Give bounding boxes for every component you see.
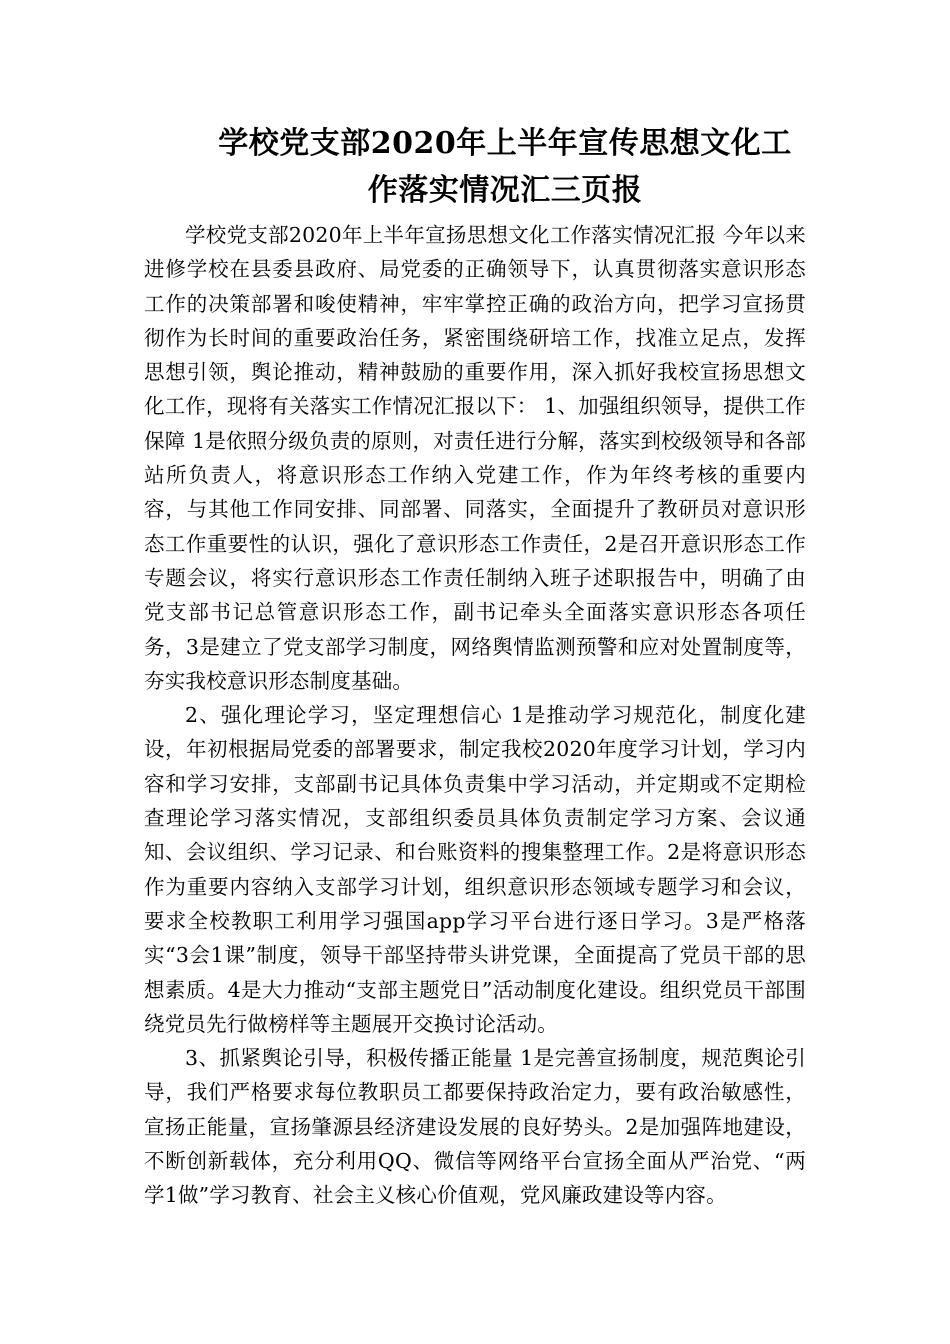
document-body <box>144 218 806 1213</box>
document-title-line-1: 学校党支部2020年上半年宣传思想文化工 <box>218 126 792 161</box>
document-title-line-2: 作落实情况汇三页报 <box>367 173 643 208</box>
paragraph-3: 3、抓紧舆论引导，积极传播正能量 1是完善宣扬制度，规范舆论引导，我们严格要求每位教职员工都要保持政治定力，要有政治敏感性，宣扬正能量，宣扬肇源县经济建设发展的良好势头。2是加强阵地建设，不断创新载体，充分利用QQ、微信等网络平台宣扬全面从严治党、“两学1做”学习教育、社会主义核心价值观，党风廉政建设等内容。 <box>144 1046 806 1208</box>
paragraph-2: 2、强化理论学习，坚定理想信心 1是推动学习规范化，制度化建设，年初根据局党委的部署要求，制定我校2020年度学习计划，学习内容和学习安排，支部副书记具体负责集中学习活动，并定期或不定期检查理论学习落实情况，支部组织委员具体负责制定学习方案、会议通知、会议组织、学习记录、和台账资料的搜集整理工作。2是将意识形态作为重要内容纳入支部学习计划，组织意识形态领域专题学习和会议，要求全校教职工利用学习强国app学习平台进行逐日学习。3是严格落实“3会1课”制度，领导干部坚持带头讲党课，全面提高了党员干部的思想素质。4是大力推动“支部主题党日”活动制度化建设。组织党员干部围绕党员先行做榜样等主题展开交换讨论活动。 <box>144 703 806 1036</box>
paragraph-1: 学校党支部2020年上半年宣扬思想文化工作落实情况汇报 今年以来进修学校在县委县政府、局党委的正确领导下，认真贯彻落实意识形态工作的决策部署和唆使精神，牢牢掌控正确的政治方向，把学习宣扬贯彻作为长时间的重要政治任务，紧密围绕研培工作，找准立足点，发挥思想引领，舆论推动，精神鼓励的重要作用，深入抓好我校宣扬思想文化工作，现将有关落实工作情况汇报以下： 1、加强组织领导，提供工作保障 1是依照分级负责的原则，对责任进行分解，落实到校级领导和各部站所负责人，将意识形态工作纳入党建工作，作为年终考核的重要内容，与其他工作同安排、同部署、同落实，全面提升了教研员对意识形态工作重要性的认识，强化了意识形态工作责任，2是召开意识形态工作专题会议，将实行意识形态工作责任制纳入班子述职报告中，明确了由党支部书记总管意识形态工作，副书记牵头全面落实意识形态各项任务，3是建立了党支部学习制度，网络舆情监测预警和应对处置制度等，夯实我校意识形态制度基础。 <box>144 223 806 693</box>
